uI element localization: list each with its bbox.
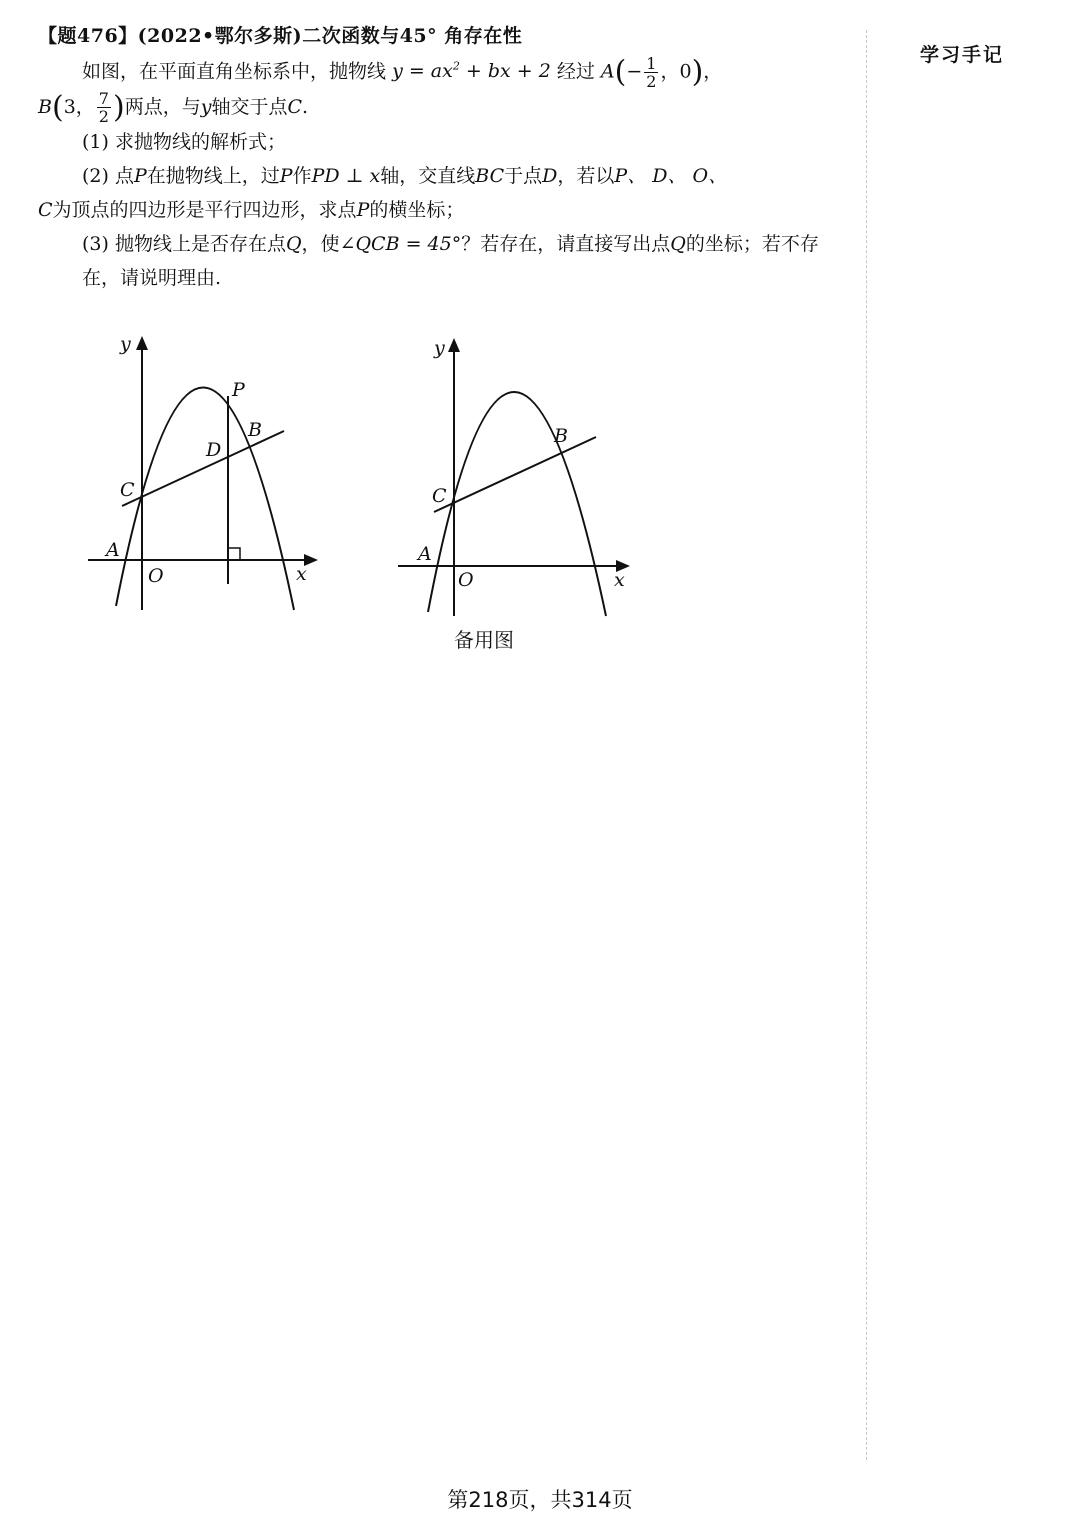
label-y: y xyxy=(120,333,131,355)
problem-intro: 如图，在平面直角坐标系中，抛物线 $y = ax^2$ + bx + 2 经过 A(− $\frac{1}{2}$ ，0)， xyxy=(82,53,723,91)
point-b-fraction: $\frac{7}{2}$ xyxy=(98,89,109,127)
label-b: B xyxy=(554,425,568,447)
label-y: y xyxy=(434,337,445,359)
question-2: (2) 点P在抛物线上，过P作PD ⊥ x轴，交直线BC于点D，若以P、 D、 O、 xyxy=(82,165,728,188)
label-p: P xyxy=(232,379,245,401)
page-footer: 第218页，共314页 xyxy=(447,1488,633,1512)
label-b: B xyxy=(248,419,262,441)
intro-text: 如图，在平面直角坐标系中，抛物线 xyxy=(82,60,387,83)
label-a: A xyxy=(106,539,120,561)
label-o: O xyxy=(458,569,474,591)
y-axis-arrow xyxy=(136,336,148,350)
point-a-label: A xyxy=(600,60,615,83)
question-1: (1) 求抛物线的解析式； xyxy=(82,131,286,154)
right-angle-mark xyxy=(228,548,240,560)
passes-text: 经过 xyxy=(556,60,595,83)
point-b-label: B xyxy=(38,95,52,118)
problem-header xyxy=(38,22,850,50)
label-x: x xyxy=(296,563,307,585)
question-2-line2: C为顶点的四边形是平行四边形，求点P的横坐标； xyxy=(38,199,465,222)
label-x: x xyxy=(614,569,625,591)
figure-main xyxy=(80,330,330,624)
problem-block xyxy=(38,22,850,295)
problem-topic: 二次函数与45° 角存在性 xyxy=(302,25,523,47)
label-a: A xyxy=(418,543,432,565)
question-3: (3) 抛物线上是否存在点Q，使∠QCB = 45°？若存在，请直接写出点Q的坐标；若不存在，请说明理由. xyxy=(82,233,819,290)
margin-divider xyxy=(866,30,867,1460)
line-bc xyxy=(122,431,284,506)
label-d: D xyxy=(206,439,222,461)
figure-backup-svg xyxy=(392,330,642,620)
label-c: C xyxy=(432,485,447,507)
y-axis-arrow xyxy=(448,338,460,352)
problem-source: (2022•鄂尔多斯) xyxy=(137,25,303,47)
label-c: C xyxy=(120,479,135,501)
study-notes-title: 学习手记 xyxy=(920,44,1005,66)
label-o: O xyxy=(148,565,164,587)
figure-backup xyxy=(392,330,642,624)
point-a-fraction: $\frac{1}{2}$ xyxy=(646,53,657,91)
parabola-equation: $y = ax^2$ + bx + 2 xyxy=(392,60,551,83)
figure-caption: 备用图 xyxy=(454,628,514,652)
problem-tag: 【题476】 xyxy=(38,25,138,47)
figure-main-svg xyxy=(80,330,330,620)
line-bc xyxy=(434,437,596,512)
problem-intro-line2: B(3， $\frac{7}{2}$ )两点，与y轴交于点C. xyxy=(38,89,309,127)
